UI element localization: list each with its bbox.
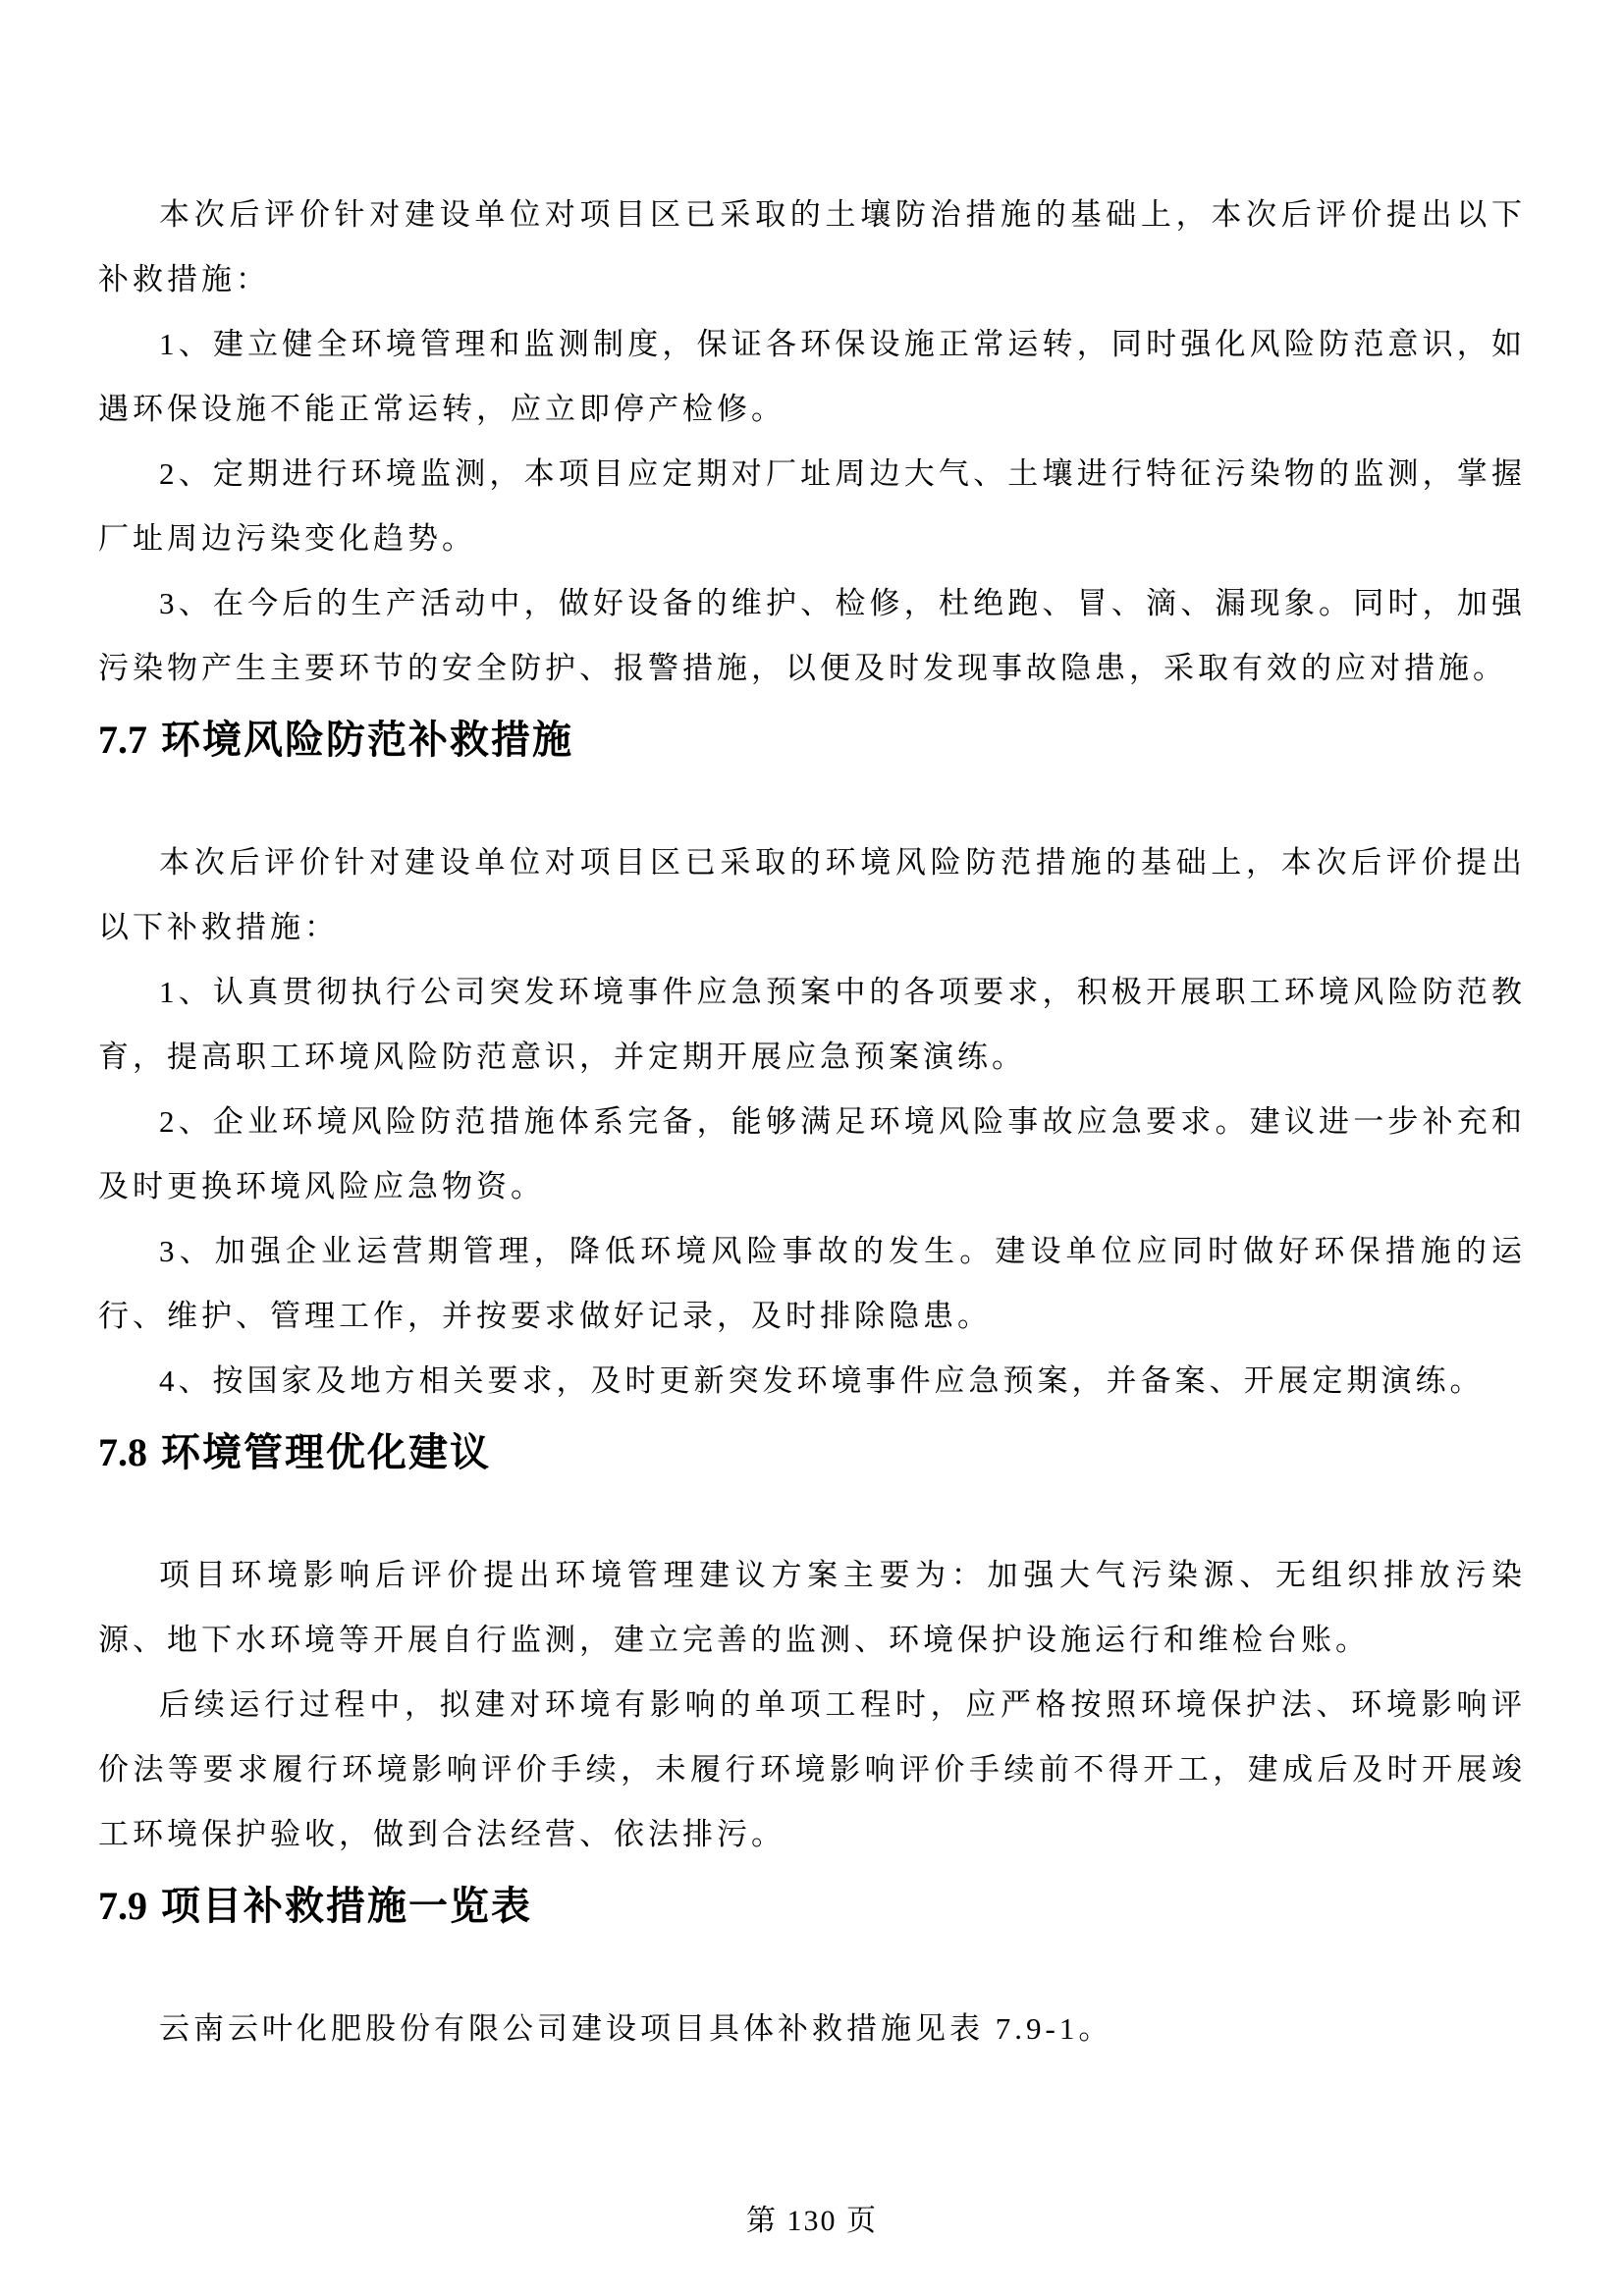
soil-remedy-item-2: 2、定期进行环境监测，本项目应定期对厂址周边大气、土壤进行特征污染物的监测，掌握厂址周边污染变化趋势。 bbox=[98, 456, 1526, 556]
page-number: 第 130 页 bbox=[746, 2205, 878, 2237]
section-heading-7-7 bbox=[98, 717, 1526, 764]
section-heading-7-8 bbox=[98, 1429, 1526, 1476]
soil-remedy-item-1: 1、建立健全环境管理和监测制度，保证各环保设施正常运转，同时强化风险防范意识，如遇环保设施不能正常运转，应立即停产检修。 bbox=[98, 327, 1526, 426]
management-paragraph-1: 项目环境影响后评价提出环境管理建议方案主要为：加强大气污染源、无组织排放污染源、地下水环境等开展自行监测，建立完善的监测、环境保护设施运行和维检台账。 bbox=[98, 1558, 1526, 1657]
section-title-7-8: 环境管理优化建议 bbox=[161, 1430, 491, 1474]
summary-table-paragraph: 云南云叶化肥股份有限公司建设项目具体补救措施见表 7.9-1。 bbox=[159, 2011, 1113, 2046]
risk-remedy-item-3: 3、加强企业运营期管理，降低环境风险事故的发生。建设单位应同时做好环保措施的运行、维护、管理工作，并按要求做好记录，及时排除隐患。 bbox=[98, 1234, 1526, 1333]
section-title-7-7: 环境风险防范补救措施 bbox=[161, 718, 573, 762]
page-footer bbox=[0, 2196, 1624, 2239]
section-number-7-9: 7.9 bbox=[98, 1884, 147, 1928]
section-number-7-8: 7.8 bbox=[98, 1430, 147, 1474]
section-number-7-7: 7.7 bbox=[98, 718, 147, 762]
risk-intro-paragraph: 本次后评价针对建设单位对项目区已采取的环境风险防范措施的基础上，本次后评价提出以下补救措施： bbox=[98, 845, 1526, 944]
section-heading-7-9 bbox=[98, 1883, 1526, 1930]
risk-remedy-item-4: 4、按国家及地方相关要求，及时更新突发环境事件应急预案，并备案、开展定期演练。 bbox=[159, 1363, 1485, 1398]
risk-remedy-item-1: 1、认真贯彻执行公司突发环境事件应急预案中的各项要求，积极开展职工环境风险防范教育，提高职工环境风险防范意识，并定期开展应急预案演练。 bbox=[98, 975, 1526, 1074]
risk-remedy-item-2: 2、企业环境风险防范措施体系完备，能够满足环境风险事故应急要求。建议进一步补充和及时更换环境风险应急物资。 bbox=[98, 1104, 1526, 1203]
soil-remedy-item-3: 3、在今后的生产活动中，做好设备的维护、检修，杜绝跑、冒、滴、漏现象。同时，加强污染物产生主要环节的安全防护、报警措施，以便及时发现事故隐患，采取有效的应对措施。 bbox=[98, 586, 1526, 685]
intro-paragraph: 本次后评价针对建设单位对项目区已采取的土壤防治措施的基础上，本次后评价提出以下补救措施： bbox=[98, 197, 1526, 296]
management-paragraph-2: 后续运行过程中，拟建对环境有影响的单项工程时，应严格按照环境保护法、环境影响评价法等要求履行环境影响评价手续，未履行环境影响评价手续前不得开工，建成后及时开展竣工环境保护验收，做到合法经营、依法排污。 bbox=[98, 1687, 1526, 1851]
section-title-7-9: 项目补救措施一览表 bbox=[161, 1884, 532, 1928]
